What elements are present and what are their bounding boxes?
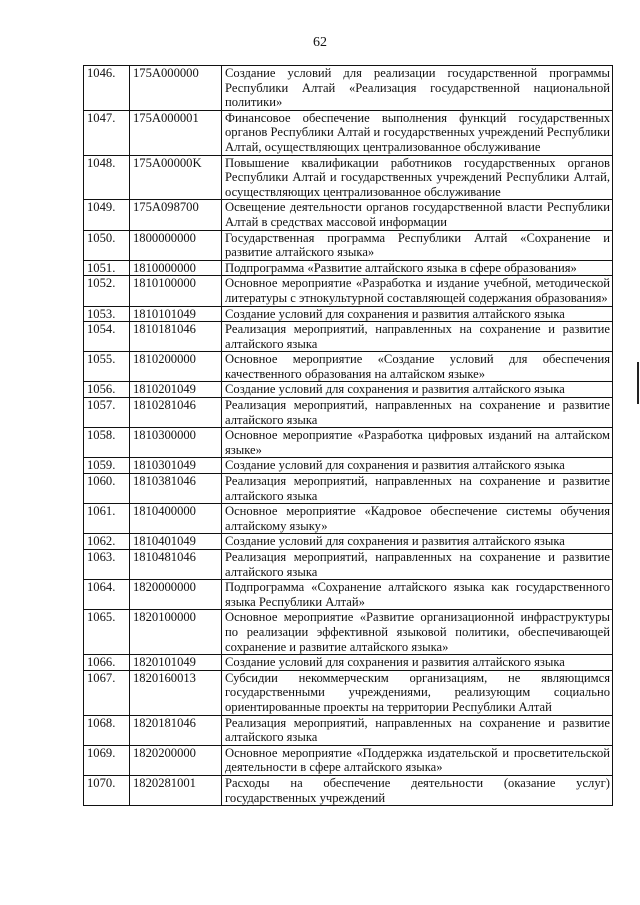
- target-article-code: 175A098700: [130, 200, 222, 230]
- table-row: [84, 610, 613, 655]
- row-number: 1070.: [84, 775, 130, 805]
- table-row: [84, 550, 613, 580]
- target-article-name: Субсидии некоммерческим организациям, не являющимся государственными учреждениями, реализующим социально ориентированные проекты на территории Республики Алтай: [222, 670, 613, 715]
- table-row: [84, 458, 613, 474]
- target-article-name: Реализация мероприятий, направленных на сохранение и развитие алтайского языка: [222, 715, 613, 745]
- table-row: [84, 670, 613, 715]
- target-article-code: 1810400000: [130, 504, 222, 534]
- row-number: 1056.: [84, 382, 130, 398]
- target-article-name: Создание условий для сохранения и развития алтайского языка: [222, 306, 613, 322]
- target-article-name: Повышение квалификации работников государственных органов Республики Алтай и государственных учреждений Республики Алтай, осуществляющих централизованное обслуживание: [222, 155, 613, 200]
- target-article-code: 1810201049: [130, 382, 222, 398]
- budget-classification-table: [83, 65, 613, 806]
- target-article-name: Создание условий для сохранения и развития алтайского языка: [222, 458, 613, 474]
- target-article-name: Освещение деятельности органов государственной власти Республики Алтай в средствах массовой информации: [222, 200, 613, 230]
- target-article-name: Реализация мероприятий, направленных на сохранение и развитие алтайского языка: [222, 550, 613, 580]
- table-row: [84, 398, 613, 428]
- row-number: 1068.: [84, 715, 130, 745]
- target-article-code: 1810281046: [130, 398, 222, 428]
- target-article-name: Основное мероприятие «Поддержка издательской и просветительской деятельности в сфере алтайского языка»: [222, 745, 613, 775]
- target-article-name: Реализация мероприятий, направленных на сохранение и развитие алтайского языка: [222, 474, 613, 504]
- target-article-code: 1810301049: [130, 458, 222, 474]
- table-row: [84, 775, 613, 805]
- target-article-code: 1820101049: [130, 655, 222, 671]
- row-number: 1047.: [84, 110, 130, 155]
- row-number: 1057.: [84, 398, 130, 428]
- target-article-name: Расходы на обеспечение деятельности (оказание услуг) государственных учреждений: [222, 775, 613, 805]
- target-article-code: 1820100000: [130, 610, 222, 655]
- table-row: [84, 200, 613, 230]
- target-article-code: 1800000000: [130, 230, 222, 260]
- row-number: 1050.: [84, 230, 130, 260]
- row-number: 1067.: [84, 670, 130, 715]
- row-number: 1046.: [84, 66, 130, 111]
- table-row: [84, 428, 613, 458]
- table-row: [84, 322, 613, 352]
- row-number: 1065.: [84, 610, 130, 655]
- table-row: [84, 110, 613, 155]
- target-article-code: 175A000001: [130, 110, 222, 155]
- target-article-name: Создание условий для сохранения и развития алтайского языка: [222, 655, 613, 671]
- target-article-name: Подпрограмма «Сохранение алтайского языка как государственного языка Республики Алтай»: [222, 580, 613, 610]
- target-article-code: 1810000000: [130, 260, 222, 276]
- table-row: [84, 306, 613, 322]
- row-number: 1059.: [84, 458, 130, 474]
- target-article-code: 1820000000: [130, 580, 222, 610]
- row-number: 1063.: [84, 550, 130, 580]
- table-row: [84, 155, 613, 200]
- target-article-code: 1820160013: [130, 670, 222, 715]
- row-number: 1058.: [84, 428, 130, 458]
- page-number: 62: [313, 35, 327, 50]
- row-number: 1048.: [84, 155, 130, 200]
- table-row: [84, 504, 613, 534]
- target-article-code: 1810101049: [130, 306, 222, 322]
- table-row: [84, 580, 613, 610]
- row-number: 1061.: [84, 504, 130, 534]
- target-article-name: Основное мероприятие «Создание условий для обеспечения качественного образования на алтайском языке»: [222, 352, 613, 382]
- table-row: [84, 534, 613, 550]
- table-row: [84, 655, 613, 671]
- target-article-name: Государственная программа Республики Алтай «Сохранение и развитие алтайского языка»: [222, 230, 613, 260]
- row-number: 1066.: [84, 655, 130, 671]
- table-row: [84, 260, 613, 276]
- table-body: [84, 66, 613, 806]
- target-article-name: Подпрограмма «Развитие алтайского языка в сфере образования»: [222, 260, 613, 276]
- table-row: [84, 474, 613, 504]
- target-article-name: Реализация мероприятий, направленных на сохранение и развитие алтайского языка: [222, 398, 613, 428]
- scan-edge-mark: [637, 362, 639, 404]
- target-article-code: 1810300000: [130, 428, 222, 458]
- target-article-code: 175A00000K: [130, 155, 222, 200]
- target-article-code: 1810100000: [130, 276, 222, 306]
- target-article-name: Создание условий для сохранения и развития алтайского языка: [222, 382, 613, 398]
- row-number: 1055.: [84, 352, 130, 382]
- target-article-name: Основное мероприятие «Разработка цифровых изданий на алтайском языке»: [222, 428, 613, 458]
- row-number: 1051.: [84, 260, 130, 276]
- target-article-code: 1810401049: [130, 534, 222, 550]
- target-article-name: Создание условий для реализации государственной программы Республики Алтай «Реализация государственной национальной политики»: [222, 66, 613, 111]
- table-row: [84, 66, 613, 111]
- target-article-name: Создание условий для сохранения и развития алтайского языка: [222, 534, 613, 550]
- row-number: 1049.: [84, 200, 130, 230]
- row-number: 1069.: [84, 745, 130, 775]
- row-number: 1053.: [84, 306, 130, 322]
- row-number: 1052.: [84, 276, 130, 306]
- table-row: [84, 715, 613, 745]
- target-article-name: Основное мероприятие «Кадровое обеспечение системы обучения алтайскому языку»: [222, 504, 613, 534]
- target-article-code: 175A000000: [130, 66, 222, 111]
- target-article-name: Основное мероприятие «Развитие организационной инфраструктуры по реализации эффективной языковой политики, обеспечивающей сохранение и развитие алтайского языка»: [222, 610, 613, 655]
- table-row: [84, 382, 613, 398]
- table-row: [84, 276, 613, 306]
- row-number: 1060.: [84, 474, 130, 504]
- row-number: 1062.: [84, 534, 130, 550]
- table-row: [84, 230, 613, 260]
- target-article-code: 1820181046: [130, 715, 222, 745]
- table-row: [84, 352, 613, 382]
- row-number: 1064.: [84, 580, 130, 610]
- row-number: 1054.: [84, 322, 130, 352]
- target-article-code: 1820281001: [130, 775, 222, 805]
- target-article-code: 1820200000: [130, 745, 222, 775]
- target-article-code: 1810200000: [130, 352, 222, 382]
- target-article-code: 1810181046: [130, 322, 222, 352]
- target-article-code: 1810381046: [130, 474, 222, 504]
- table-row: [84, 745, 613, 775]
- target-article-name: Основное мероприятие «Разработка и издание учебной, методической литературы с этнокультурной составляющей содержания образования»: [222, 276, 613, 306]
- target-article-name: Реализация мероприятий, направленных на сохранение и развитие алтайского языка: [222, 322, 613, 352]
- target-article-code: 1810481046: [130, 550, 222, 580]
- target-article-name: Финансовое обеспечение выполнения функций государственных органов Республики Алтай и государственных учреждений Республики Алтай, осуществляющих централизованное обслуживание: [222, 110, 613, 155]
